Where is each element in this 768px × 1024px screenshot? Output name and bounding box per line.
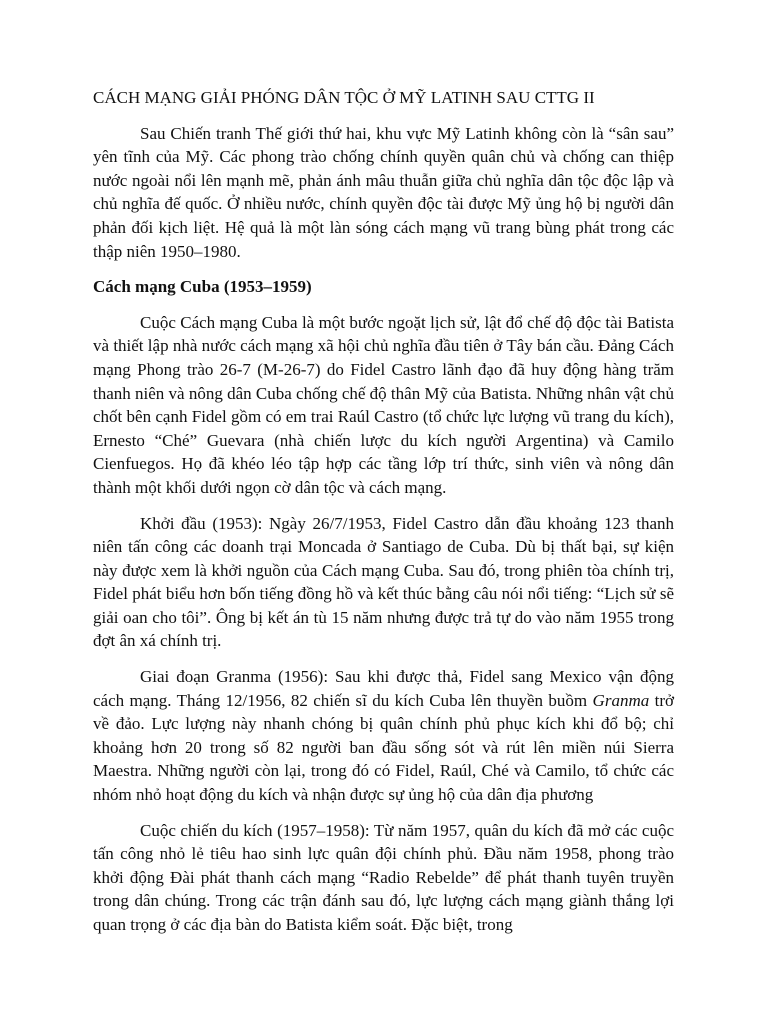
intro-paragraph: Sau Chiến tranh Thế giới thứ hai, khu vực Mỹ Latinh không còn là “sân sau” yên tĩnh của Mỹ. Các phong trào chống chính quyền quân chủ và chống can thiệp nước ngoài nổi lên mạnh mẽ, phản ánh mâu thuẫn giữa chủ nghĩa dân tộc độc lập và chủ nghĩa đế quốc. Ở nhiều nước, chính quyền độc tài được Mỹ ủng hộ bị người dân phản đối kịch liệt. Hệ quả là một làn sóng cách mạng vũ trang bùng phát trong các thập niên 1950–1980. bbox=[93, 123, 674, 261]
granma-text-after: trở về đảo. Lực lượng này nhanh chóng bị quân chính phủ phục kích khi đổ bộ; chỉ khoảng hơn 20 trong số 82 người ban đầu sống sót và rút lên miền núi Sierra Maestra. Những người còn lại, trong đó có Fidel, Raúl, Ché và Camilo, tổ chức các nhóm nhỏ hoạt động du kích và nhận được sự ủng hộ của dân địa phương bbox=[93, 690, 674, 805]
section-heading: Cách mạng Cuba (1953–1959) bbox=[93, 277, 312, 297]
document-title: CÁCH MẠNG GIẢI PHÓNG DÂN TỘC Ở MỸ LATINH SAU CTTG II bbox=[93, 88, 595, 107]
document-page bbox=[93, 86, 674, 949]
paragraph-guerrilla-war: Cuộc chiến du kích (1957–1958): Từ năm 1957, quân du kích đã mở các cuộc tấn công nhỏ lẻ tiêu hao sinh lực quân đội chính phủ. Đầu năm 1958, phong trào khởi động Đài phát thanh cách mạng “Radio Rebelde” để phát thanh tuyên truyền trong dân chúng. Trong các trận đánh sau đó, lực lượng cách mạng giành thắng lợi quan trọng ở các địa bàn do Batista kiểm soát. Đặc biệt, trong bbox=[93, 820, 674, 934]
paragraph-granma-1956 bbox=[93, 665, 674, 807]
paragraph-cuba-overview: Cuộc Cách mạng Cuba là một bước ngoặt lịch sử, lật đổ chế độ độc tài Batista và thiết lập nhà nước cách mạng xã hội chủ nghĩa đầu tiên ở Tây bán cầu. Đảng Cách mạng Phong trào 26-7 (M-26-7) do Fidel Castro lãnh đạo đã huy động hàng trăm thanh niên và nông dân Cuba chống chế độ thân Mỹ của Batista. Những nhân vật chủ chốt bên cạnh Fidel gồm có em trai Raúl Castro (tổ chức lực lượng vũ trang du kích), Ernesto “Ché” Guevara (nhà chiến lược du kích người Argentina) và Camilo Cienfuegos. Họ đã khéo léo tập hợp các tầng lớp trí thức, sinh viên và nông dân thành một khối dưới ngọn cờ dân tộc và cách mạng. bbox=[93, 312, 674, 497]
granma-text-before: Giai đoạn Granma (1956): Sau khi được thả, Fidel sang Mexico vận động cách mạng. Tháng 12/1956, 82 chiến sĩ du kích Cuba lên thuyền buồm bbox=[93, 667, 674, 710]
paragraph-beginning-1953: Khởi đầu (1953): Ngày 26/7/1953, Fidel Castro dẫn đầu khoảng 123 thanh niên tấn công các doanh trại Moncada ở Santiago de Cuba. Dù bị thất bại, sự kiện này được xem là khởi nguồn của Cách mạng Cuba. Sau đó, trong phiên tòa chính trị, Fidel phát biểu hơn bốn tiếng đồng hồ và kết thúc bằng câu nói nổi tiếng: “Lịch sử sẽ giải oan cho tôi”. Ông bị kết án tù 15 năm nhưng được trả tự do vào năm 1955 trong đợt ân xá chính trị. bbox=[93, 513, 674, 651]
granma-italic: Granma bbox=[592, 690, 650, 710]
